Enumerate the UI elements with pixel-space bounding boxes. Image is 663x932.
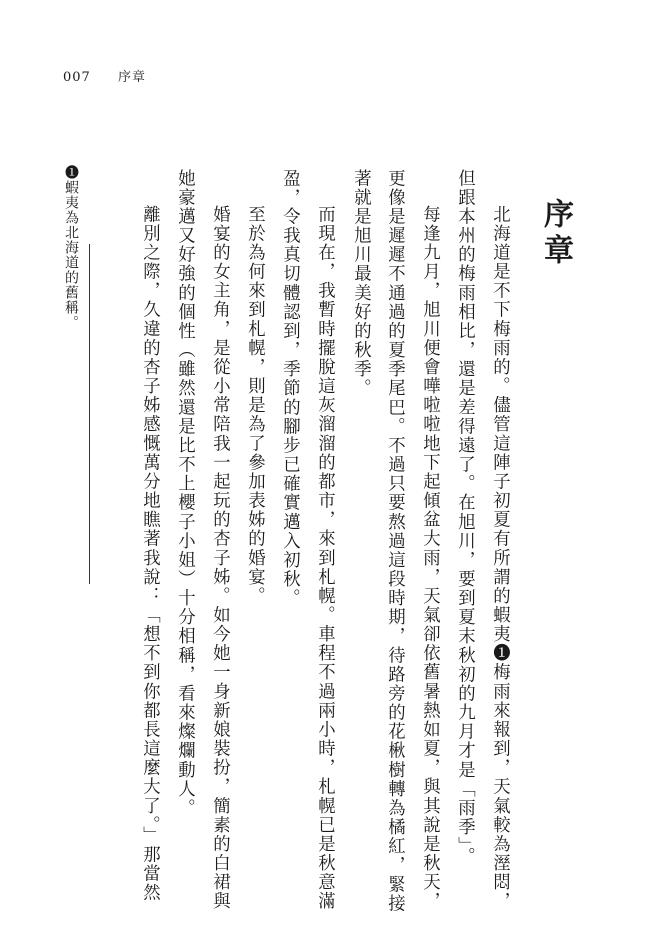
body-line: 她豪邁又好強的個性（雖然還是比不上櫻子小姐）十分相稱，看來燦爛動人。 [174,169,195,818]
running-header [63,66,146,85]
body-line: 北海道是不下梅雨的。儘管這陣子初夏有所謂的蝦夷❶梅雨來報到，天氣較為溼悶， [489,205,510,911]
body-line: 至於為何來到札幌，則是為了參加表姊的婚宴。 [244,205,265,606]
page-number: 007 [63,70,91,85]
body-line: 但跟本州的梅雨相比，還是差得遠了。在旭川，要到夏末秋初的九月才是「雨季」。 [454,169,475,867]
body-line: 而現在，我暫時擺脫這灰溜溜的都市，來到札幌。車程不過兩小時，札幌已是秋意滿 [314,205,335,911]
body-line: 更像是遲遲不通過的夏季尾巴。不過只要熬過這段時期，待路旁的花楸樹轉為橘紅，緊接 [384,169,405,914]
body-line: 盈，令我真切體認到，季節的腳步已確實邁入初秋。 [279,169,300,608]
chapter-title: 序章 [538,198,573,270]
body-line: 離別之際，久違的杏子姊感慨萬分地瞧著我說：「想不到你都長這麼大了。」那當然 [139,205,160,903]
footnote-rule [89,244,90,584]
body-line: 每逢九月，旭川便會嘩啦啦地下起傾盆大雨，天氣卻依舊暑熱如夏，與其說是秋天， [419,205,440,911]
running-section-title: 序章 [117,70,146,85]
footnote: ❶蝦夷為北海道的舊稱。 [63,165,79,330]
body-line: 婚宴的女主角，是從小常陪我一起玩的杏子姊。如今她一身新娘裝扮，簡素的白裙與 [209,205,230,911]
body-line: 著就是旭川最美好的秋季。 [350,169,371,398]
